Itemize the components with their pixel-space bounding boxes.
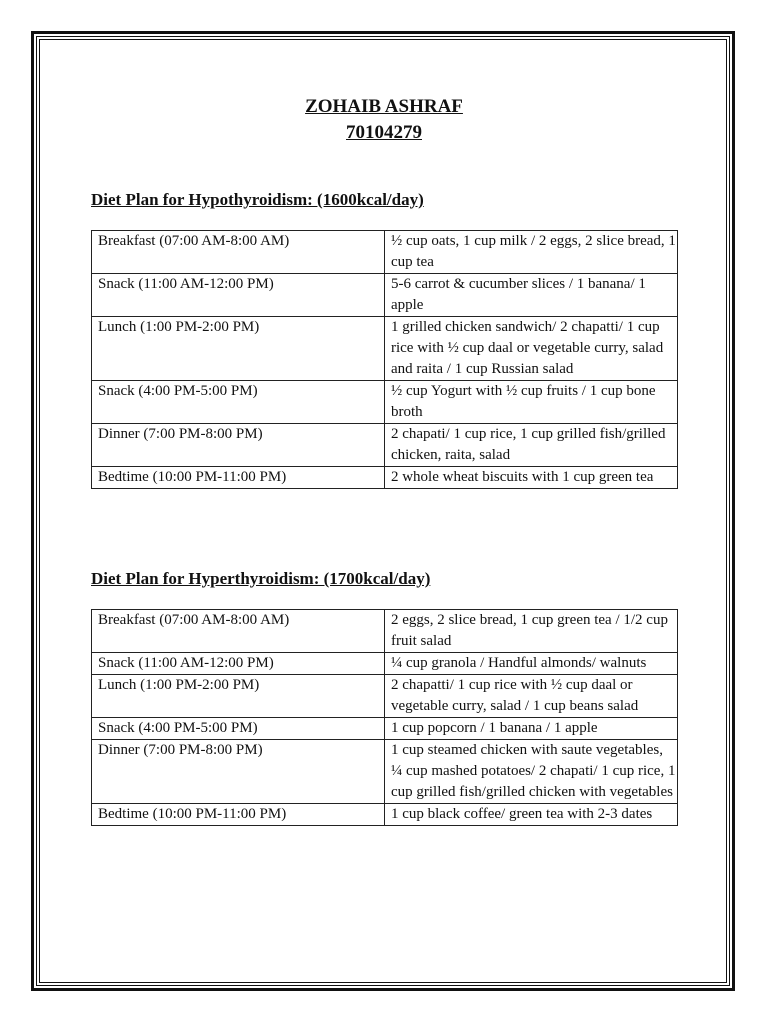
meal-time: Snack (4:00 PM-5:00 PM) [92, 381, 385, 424]
table-row [92, 381, 678, 424]
meal-food: 1 cup black coffee/ green tea with 2-3 dates [384, 804, 677, 826]
author-id: 70104279 [346, 122, 422, 143]
hypothyroidism-table [91, 230, 678, 489]
table-row [92, 675, 678, 718]
meal-food: ½ cup Yogurt with ½ cup fruits / 1 cup bone broth [384, 381, 677, 424]
hypothyroidism-title: Diet Plan for Hypothyroidism: (1600kcal/day) [91, 190, 424, 209]
meal-time: Breakfast (07:00 AM-8:00 AM) [92, 231, 385, 274]
table-row [92, 653, 678, 675]
meal-food: 1 grilled chicken sandwich/ 2 chapatti/ 1 cup rice with ½ cup daal or vegetable curry, salad and raita / 1 cup Russian salad [384, 317, 677, 381]
meal-food: ¼ cup granola / Handful almonds/ walnuts [384, 653, 677, 675]
meal-time: Breakfast (07:00 AM-8:00 AM) [92, 610, 385, 653]
meal-time: Dinner (7:00 PM-8:00 PM) [92, 740, 385, 804]
meal-time: Bedtime (10:00 PM-11:00 PM) [92, 804, 385, 826]
meal-time: Lunch (1:00 PM-2:00 PM) [92, 317, 385, 381]
meal-food: 1 cup popcorn / 1 banana / 1 apple [384, 718, 677, 740]
hyperthyroidism-title: Diet Plan for Hyperthyroidism: (1700kcal/day) [91, 569, 431, 588]
hyperthyroidism-table [91, 609, 678, 826]
table-row [92, 317, 678, 381]
table-row [92, 610, 678, 653]
meal-time: Lunch (1:00 PM-2:00 PM) [92, 675, 385, 718]
table-row [92, 718, 678, 740]
meal-food: 2 eggs, 2 slice bread, 1 cup green tea / 1/2 cup fruit salad [384, 610, 677, 653]
table-row [92, 467, 678, 489]
meal-food: 2 chapatti/ 1 cup rice with ½ cup daal or vegetable curry, salad / 1 cup beans salad [384, 675, 677, 718]
page-border-inner [39, 39, 727, 983]
document-header [0, 94, 768, 146]
meal-time: Snack (4:00 PM-5:00 PM) [92, 718, 385, 740]
meal-time: Bedtime (10:00 PM-11:00 PM) [92, 467, 385, 489]
meal-time: Snack (11:00 AM-12:00 PM) [92, 274, 385, 317]
meal-food: ½ cup oats, 1 cup milk / 2 eggs, 2 slice bread, 1 cup tea [384, 231, 677, 274]
table-row [92, 424, 678, 467]
author-name: ZOHAIB ASHRAF [305, 96, 463, 117]
meal-food: 2 whole wheat biscuits with 1 cup green tea [384, 467, 677, 489]
meal-food: 5-6 carrot & cucumber slices / 1 banana/ 1 apple [384, 274, 677, 317]
meal-time: Dinner (7:00 PM-8:00 PM) [92, 424, 385, 467]
table-row [92, 231, 678, 274]
table-row [92, 274, 678, 317]
table-row [92, 804, 678, 826]
meal-time: Snack (11:00 AM-12:00 PM) [92, 653, 385, 675]
table-row [92, 740, 678, 804]
meal-food: 1 cup steamed chicken with saute vegetables, ¼ cup mashed potatoes/ 2 chapati/ 1 cup rice, 1 cup grilled fish/grilled chicken with vegetables [384, 740, 677, 804]
meal-food: 2 chapati/ 1 cup rice, 1 cup grilled fish/grilled chicken, raita, salad [384, 424, 677, 467]
